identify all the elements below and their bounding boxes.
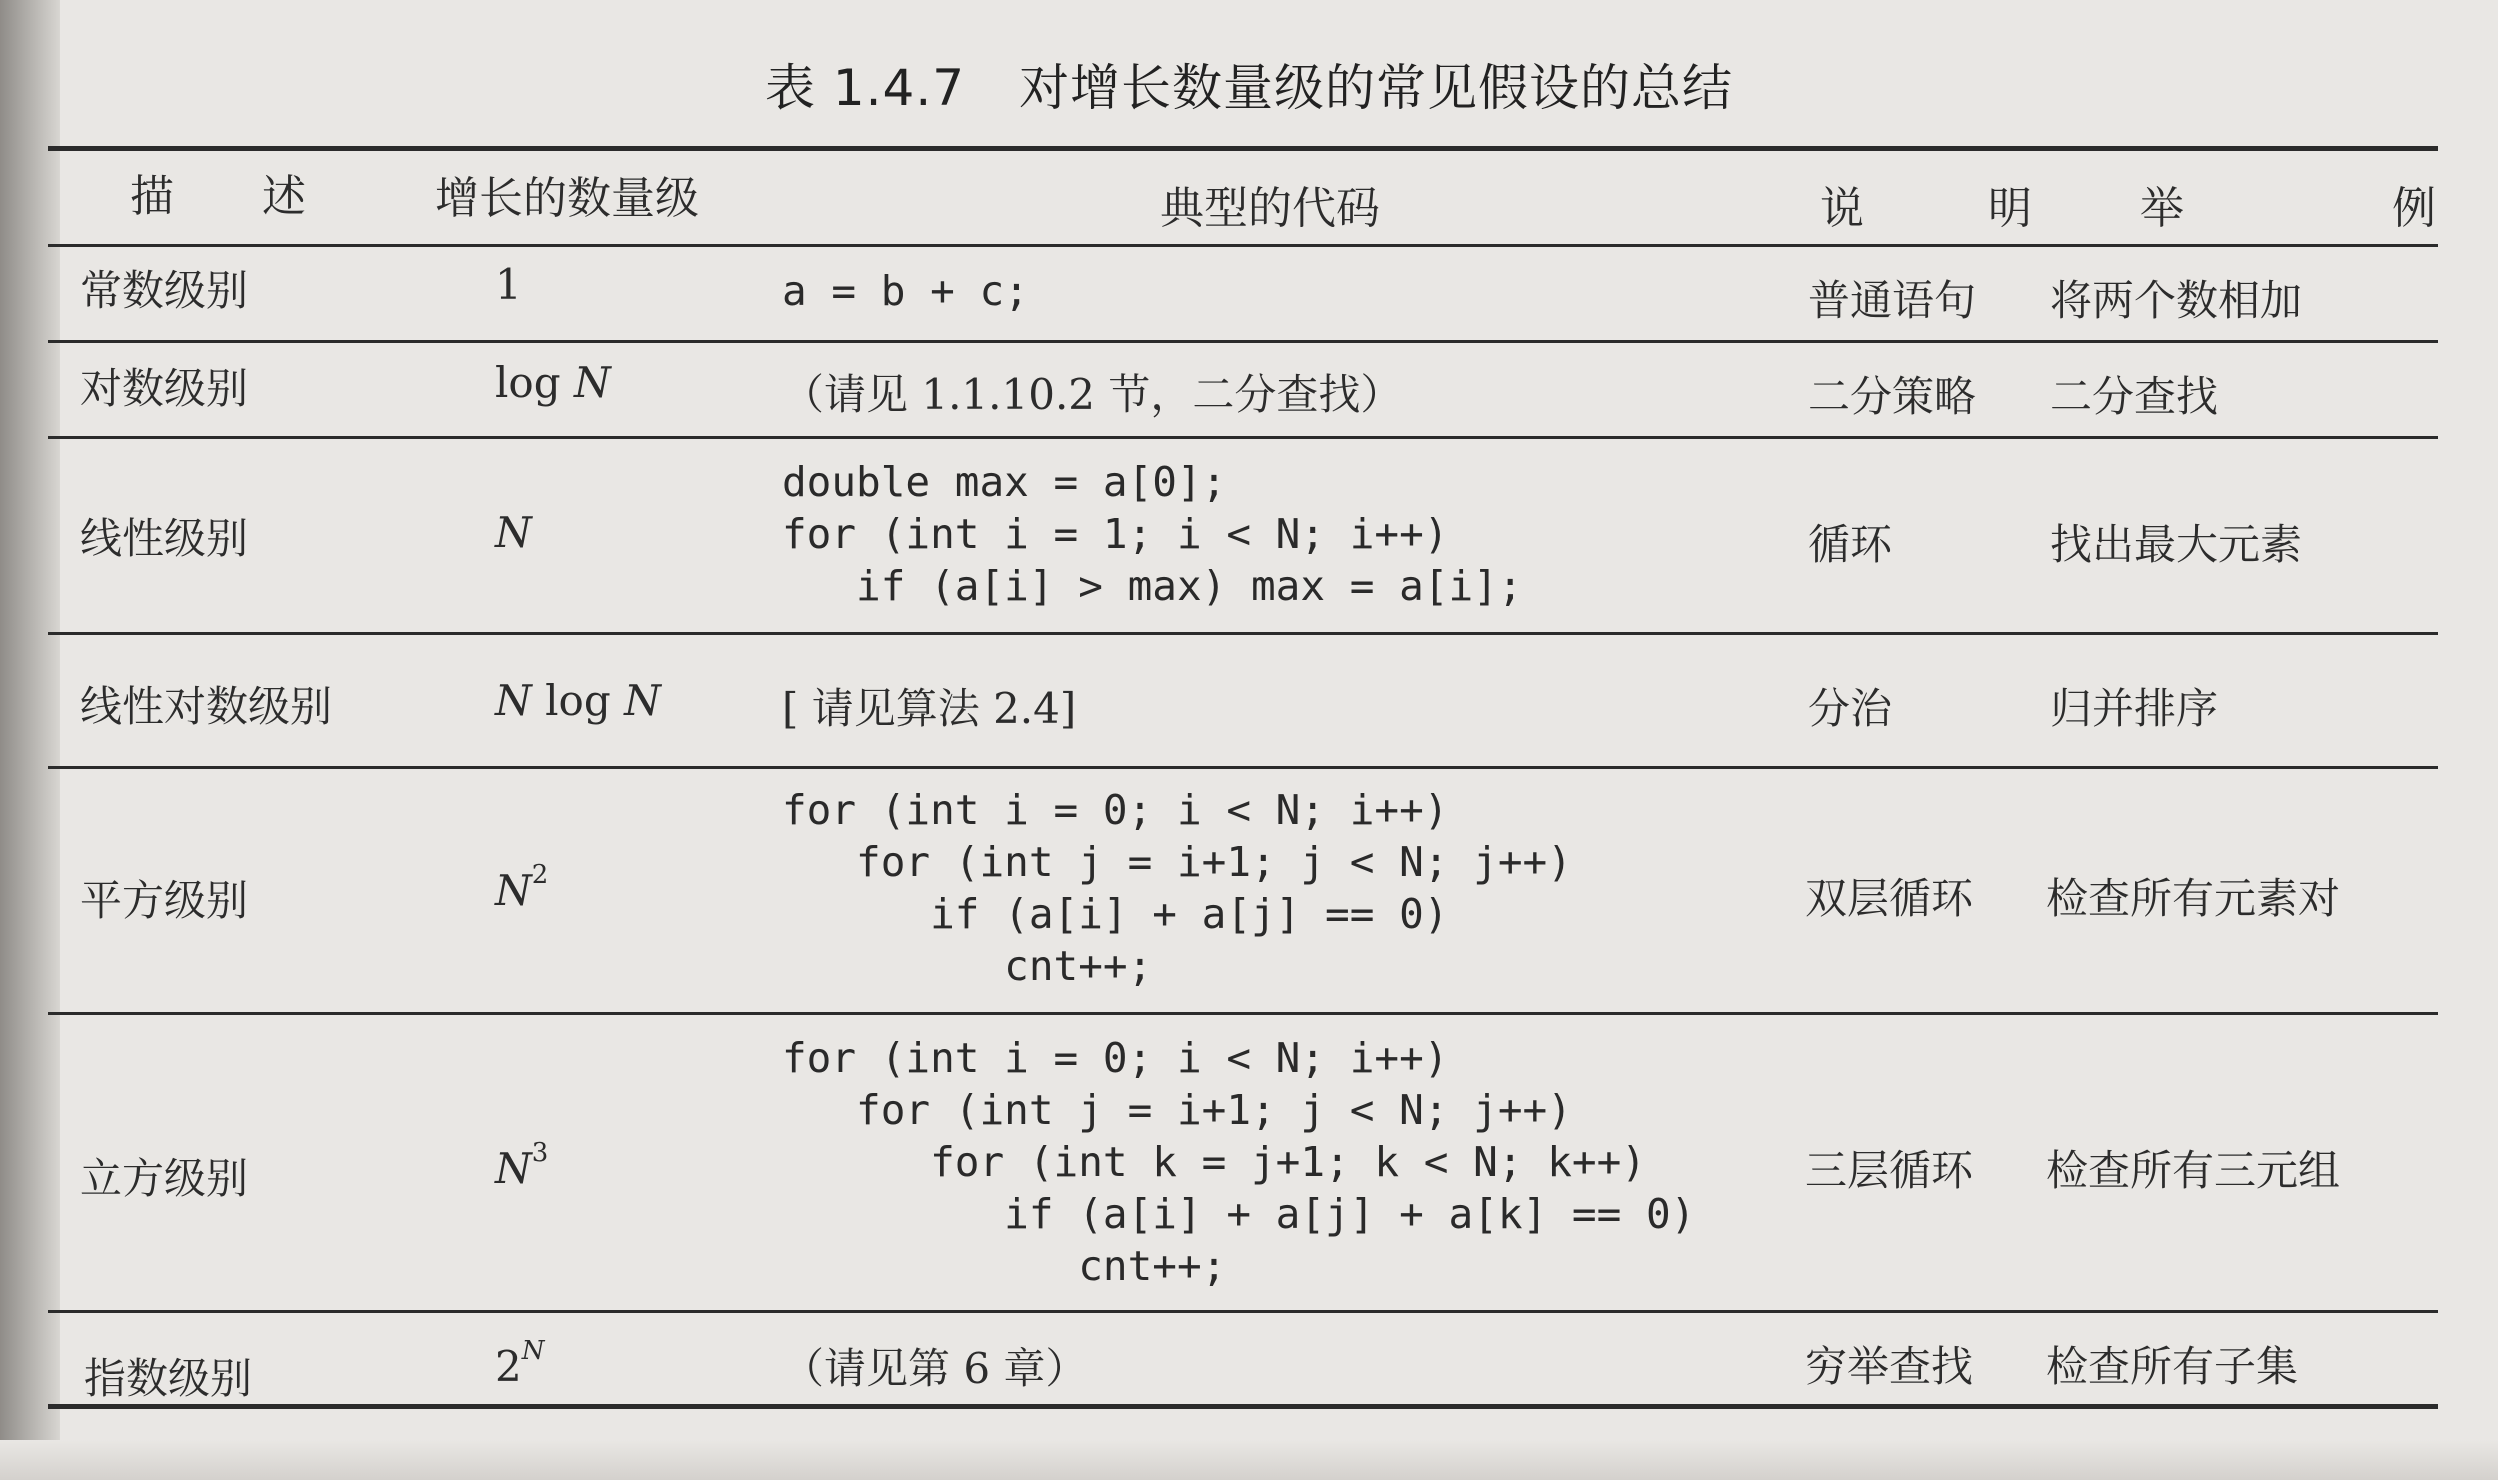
row-code: for (int i = 0; i < N; i++) for (int j = i+1; j < N; j++) if (a[i] + a[j] == 0) cnt++; [782, 786, 1572, 990]
page-bottom-shade [0, 1440, 2498, 1480]
row-order: $2^N$ [495, 1336, 545, 1391]
row-rule [48, 766, 2438, 769]
row-example: 二分查找 [2050, 372, 2219, 421]
row-explanation: 双层循环 [1805, 874, 1974, 923]
header-code: 典型的代码 [1160, 183, 1380, 234]
row-explanation: 分治 [1808, 684, 1893, 733]
row-explanation: 三层循环 [1805, 1146, 1974, 1195]
row-code: double max = a[0]; for (int i = 1; i < N; i++) if (a[i] > max) max = a[i]; [782, 458, 1523, 610]
header-explanation: 说 明 [1820, 183, 2044, 234]
header-description: 描 述 [130, 171, 306, 222]
row-order: $N^2$ [495, 860, 549, 915]
row-rule [48, 340, 2438, 343]
top-rule [48, 146, 2438, 151]
row-example: 检查所有元素对 [2046, 874, 2341, 923]
row-description: 立方级别 [80, 1154, 249, 1203]
row-example: 归并排序 [2050, 684, 2219, 733]
row-rule [48, 436, 2438, 439]
row-example: 找出最大元素 [2050, 520, 2303, 569]
row-order: N log N [495, 676, 661, 725]
row-rule [48, 632, 2438, 635]
bottom-rule [48, 1404, 2438, 1409]
header-example: 举 例 [2140, 183, 2476, 234]
row-code: a = b + c; [782, 267, 1029, 315]
header-rule [48, 244, 2438, 247]
row-description: 对数级别 [80, 364, 249, 413]
row-description: 平方级别 [80, 876, 249, 925]
row-code: for (int i = 0; i < N; i++) for (int j = i+1; j < N; j++) for (int k = j+1; k < N; k++) if (a[i] + a[j] + a[k] == 0) cnt++; [782, 1034, 1696, 1290]
table-title: 对增长数量级的常见假设的总结 [1019, 59, 1734, 117]
row-order: $N^3$ [495, 1138, 549, 1193]
table-number: 表 1.4.7 [764, 59, 966, 117]
row-rule [48, 1310, 2438, 1313]
row-code-reference: [ 请见算法 2.4] [782, 684, 1077, 733]
row-description: 指数级别 [84, 1354, 253, 1403]
row-example: 检查所有子集 [2046, 1342, 2299, 1391]
row-explanation: 普通语句 [1808, 276, 1977, 325]
row-description: 线性对数级别 [80, 682, 333, 731]
row-description: 线性级别 [80, 514, 249, 563]
row-explanation: 穷举查找 [1805, 1342, 1974, 1391]
row-code-reference: （请见 1.1.10.2 节，二分查找） [782, 370, 1403, 419]
row-rule [48, 1012, 2438, 1015]
row-order: log N [495, 358, 611, 407]
row-explanation: 循环 [1808, 520, 1893, 569]
page-edge-shadow [0, 0, 60, 1480]
header-order: 增长的数量级 [435, 173, 699, 224]
row-example: 将两个数相加 [2050, 276, 2303, 325]
row-order: N [495, 508, 532, 557]
row-description: 常数级别 [80, 266, 249, 315]
row-order: 1 [495, 260, 522, 309]
row-code-reference: （请见第 6 章） [782, 1344, 1088, 1393]
table-caption [0, 48, 2498, 120]
row-example: 检查所有三元组 [2046, 1146, 2341, 1195]
row-explanation: 二分策略 [1808, 372, 1977, 421]
